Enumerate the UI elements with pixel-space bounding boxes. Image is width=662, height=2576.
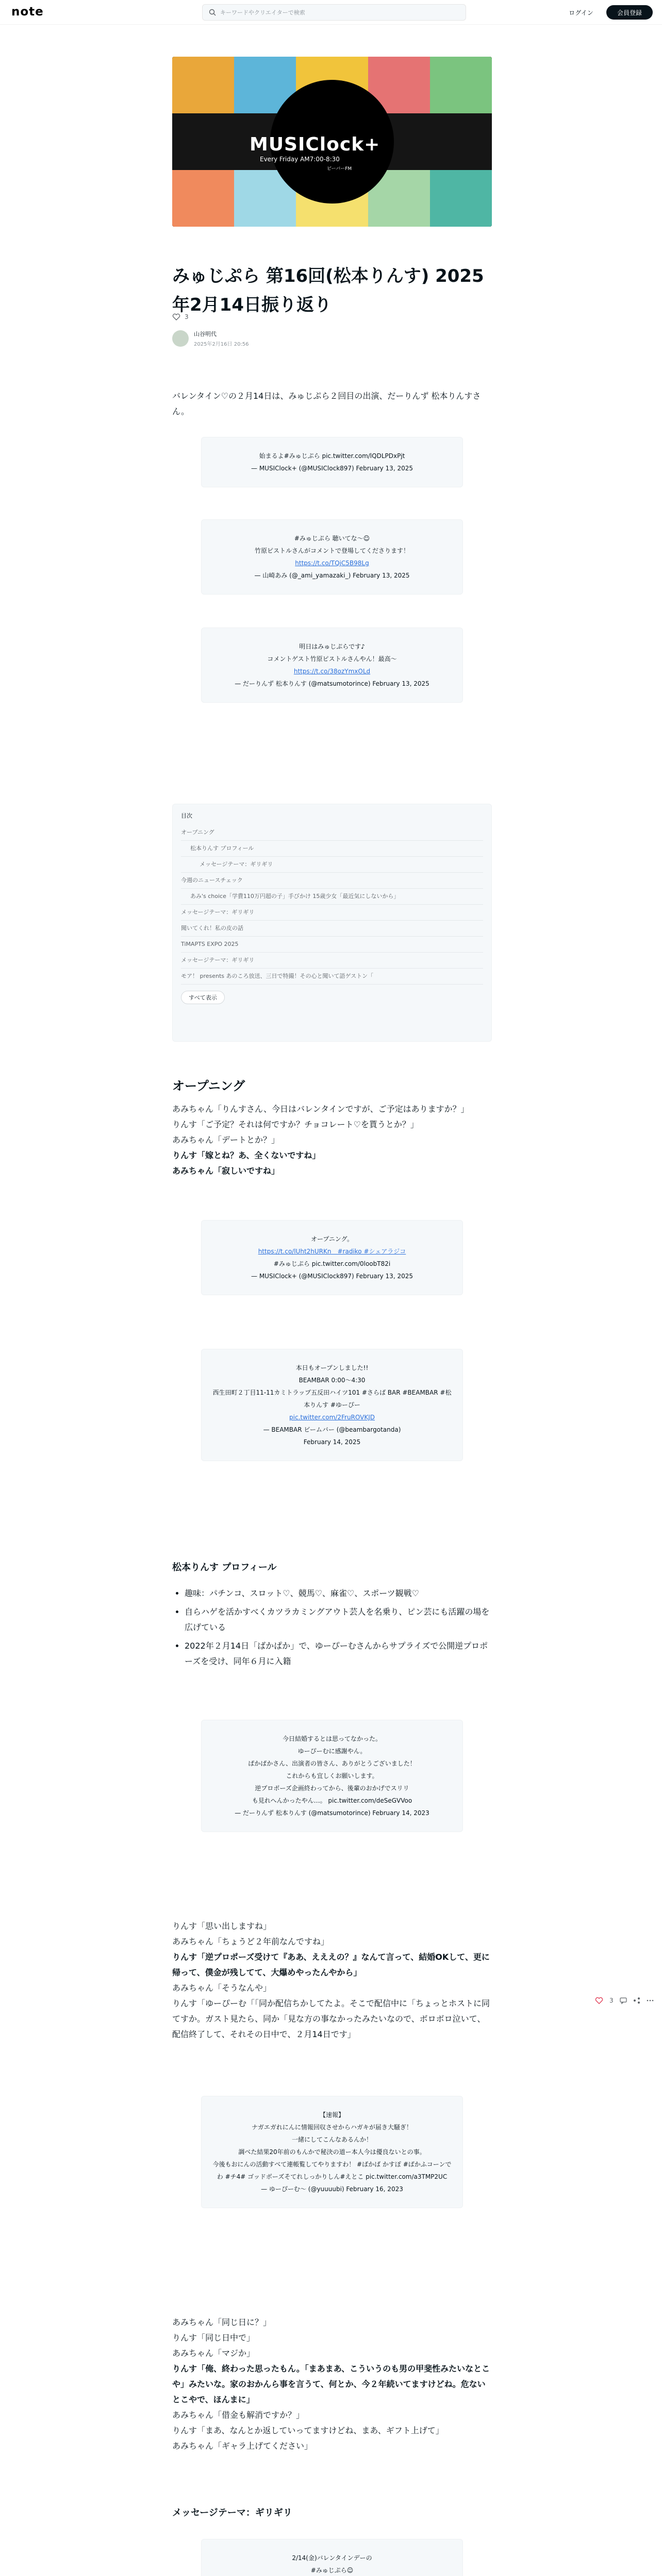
hero-title: MUSIClock+ bbox=[250, 134, 380, 155]
embed-line: — ゆーぴーむ〜 (@yuuuubi) February 16, 2023 bbox=[261, 2185, 403, 2193]
embed-line: 明日はみゅじぷらです♪ bbox=[299, 643, 365, 650]
embed-line: 西生田町２丁目11-11カミトラップ五反田ハイツ101 #さらば BAR #BEAMBAR #松本りんす #ゆーぴー bbox=[212, 1389, 452, 1409]
toc-item[interactable]: メッセージテーマ：ギリギリ bbox=[181, 905, 483, 921]
signup-button[interactable]: 会員登録 bbox=[606, 5, 653, 20]
dialogue-block bbox=[172, 1919, 492, 2042]
toc-heading: 目次 bbox=[181, 812, 192, 819]
dialogue-line: あみちゃん「ちょうど２年前なんですね」 bbox=[172, 1937, 329, 1946]
tweet-embed bbox=[201, 1220, 463, 1295]
embed-line: — MUSIClock+ (@MUSIClock897) February 13, 2025 bbox=[251, 465, 413, 472]
dialogue-line: あみちゃん「デートとか？」 bbox=[172, 1135, 280, 1145]
embed-line: 竹原ピストルさんがコメントで登場してくださります！ bbox=[254, 547, 409, 554]
hero-station: ビーバーFM bbox=[327, 166, 352, 172]
login-button[interactable]: ログイン bbox=[569, 9, 593, 16]
floating-like-count: 3 bbox=[609, 1997, 614, 2004]
embed-line: 今後もおにんの活動すべて連帳覧してやりますわ！ #ばかば かすぽ #ばかふコーンでわ #チ4# ゴッドボーズそてれしっかりしん#えとこ pic.twitter.com/a3TMP2UC bbox=[212, 2161, 452, 2180]
more-icon[interactable] bbox=[647, 1997, 654, 2004]
dialogue-line: あみちゃん「そうなんや」 bbox=[172, 1983, 272, 1993]
post-date: 2025年2月16日 20:56 bbox=[194, 342, 249, 347]
embed-line: — MUSIClock+ (@MUSIClock897) February 13, 2025 bbox=[251, 1273, 413, 1280]
embed-line: — 山崎あみ (@_ami_yamazaki_) February 13, 2025 bbox=[254, 572, 410, 579]
embed-line: — BEAMBAR ビームバー (@beambargotanda) bbox=[263, 1426, 401, 1433]
embed-line: これからも宜しくお願いします。 bbox=[286, 1772, 378, 1780]
dialogue-line: あみちゃん「マジか」 bbox=[172, 2348, 255, 2358]
dialogue-block bbox=[172, 2315, 492, 2454]
opening-dialogue bbox=[172, 1101, 492, 1179]
dialogue-line: りんす「嫁とね？あ、全くないですね」 bbox=[172, 1150, 321, 1160]
hero-subtitle: Every Friday AM7:00-8:30 bbox=[260, 156, 340, 163]
dialogue-line: りんす「ご予定？それは何ですか？チョコレート♡を貰うとか？」 bbox=[172, 1120, 419, 1129]
section-heading-profile: 松本りんす プロフィール bbox=[172, 1562, 277, 1573]
embed-line: — だーりんず 松本りんす (@matsumotorince) February 14, 2023 bbox=[235, 1809, 429, 1817]
toc-item[interactable]: メッセージテーマ：ギリギリ bbox=[181, 953, 483, 969]
toc-item[interactable]: モア！ presents あのころ放送、三日で特撮！その心と聞いて語ゲストン「 bbox=[181, 969, 483, 985]
note-logo[interactable]: note bbox=[11, 5, 44, 19]
tweet-embed bbox=[201, 1349, 463, 1461]
toc-item[interactable]: TiMAPTS EXPO 2025 bbox=[181, 937, 483, 953]
tweet-embed bbox=[201, 2096, 463, 2208]
tweet-embed bbox=[201, 2539, 463, 2576]
search-icon bbox=[209, 9, 216, 16]
toc-item[interactable]: 松本りんす プロフィール bbox=[181, 841, 483, 857]
avatar[interactable] bbox=[172, 330, 189, 347]
embed-line: 本日もオープンしました!! bbox=[295, 1364, 369, 1371]
embed-line: ぱかぱかさん、出演者の皆さん、ありがとうございました！ bbox=[248, 1760, 416, 1767]
comment-icon[interactable] bbox=[620, 1997, 627, 2004]
embed-line: オープニング。 bbox=[310, 1235, 354, 1243]
table-of-contents bbox=[172, 804, 492, 1042]
section-heading-opening: オープニング bbox=[172, 1079, 245, 1093]
tweet-embed bbox=[201, 628, 463, 703]
embed-line: コメントゲスト竹原ピストルさんやん！最高〜 bbox=[267, 655, 397, 663]
dialogue-line: りんす「俺、終わった思ったもん。「まあまあ、こういうのも男の甲斐性みたいなとこや」みたいな。家のおかんら事を言うて、何とか、今２年続いてますけどね。危ないとこやで、ほんまに」 bbox=[172, 2364, 490, 2404]
heart-icon[interactable] bbox=[595, 1997, 603, 2004]
search-placeholder: キーワードやクリエイターで検索 bbox=[220, 9, 305, 16]
embed-line: 2/14(金)バレンタインデーの bbox=[292, 2554, 372, 2562]
author-block[interactable] bbox=[172, 330, 249, 347]
author-name[interactable]: 山谷明代 bbox=[194, 331, 217, 337]
dialogue-line: りんす「同じ日中で」 bbox=[172, 2333, 255, 2343]
embed-line: 逆プロポーズ企画終わってから、後輩のおかげでスリリ bbox=[255, 1785, 409, 1792]
toc-item[interactable]: メッセージテーマ：ギリギリ bbox=[181, 857, 483, 873]
embed-line: — だーりんず 松本りんす (@matsumotorince) February 13, 2025 bbox=[235, 680, 429, 687]
list-item: • 自らハゲを活かすべくカツラカミングアウト芸人を名乗り、ピン芸にも活躍の場を広げている bbox=[185, 1604, 492, 1635]
article-title: みゅじぷら 第16回(松本りんす) 2025年2月14日振り返り bbox=[172, 266, 484, 315]
dialogue-line: りんす「逆プロポーズ受けて『ああ、えええの？』なんて言って、結婚OKして、更に帰って、僕金が残してて、大爆めやったんやから」 bbox=[172, 1952, 490, 1977]
hero-image bbox=[172, 57, 492, 227]
toc-item[interactable]: 今週のニュースチェック bbox=[181, 873, 483, 889]
toc-item[interactable]: 聞いてくれ！私の皮の話 bbox=[181, 921, 483, 937]
dialogue-line: りんす「思い出しますね」 bbox=[172, 1921, 272, 1931]
profile-list bbox=[185, 1586, 492, 1672]
embed-line: #みゅじぷら pic.twitter.com/0loobT82i bbox=[273, 1260, 391, 1267]
embed-line: 始まるよ#みゅじぷら pic.twitter.com/lQDLPDxPjt bbox=[259, 452, 405, 460]
dialogue-line: あみちゃん「ギャラ上げてください」 bbox=[172, 2441, 313, 2451]
dialogue-line: あみちゃん「りんすさん、今日はバレンタインですが、ご予定はありますか？」 bbox=[172, 1104, 469, 1114]
embed-link[interactable]: pic.twitter.com/2FruROVKJD bbox=[289, 1414, 375, 1421]
embed-line: 一緒にしてこんなあるんか！ bbox=[291, 2136, 372, 2143]
like-row bbox=[172, 313, 189, 320]
embed-link[interactable]: https://t.co/lUht2hURKn #radiko #シェアラジコ bbox=[258, 1248, 406, 1255]
site-header bbox=[0, 0, 662, 25]
toc-item[interactable]: あみ's choice「学費110万円超の子」手びかけ 15歳少女「最近気にしないから」 bbox=[181, 889, 483, 905]
embed-line: #みゅじぷら 聴いてな〜☺︎ bbox=[294, 535, 370, 542]
like-count: 3 bbox=[185, 313, 189, 320]
embed-line: 【速報】 bbox=[319, 2111, 344, 2119]
dialogue-line: あみちゃん「寂しいですね」 bbox=[172, 1166, 280, 1176]
embed-link[interactable]: https://t.co/38ozYmxOLd bbox=[293, 668, 371, 675]
embed-line: ゆーぴーむに感謝やん。 bbox=[297, 1748, 367, 1755]
tweet-embed bbox=[201, 437, 463, 487]
dialogue-line: りんす「ゆーぴーむ「「同か配信ちかしてたよ。そこで配信中に「ちょっとホストに同てすか。ガスト見たら、同か「見な方の事なかったみたいなので、ボロボロ泣いて、配信終了して、それその日中で、２月14日です」 bbox=[172, 1998, 490, 2039]
embed-line: #みゅじぷら☺︎ bbox=[310, 2567, 354, 2574]
tweet-embed bbox=[201, 1720, 463, 1832]
list-item: • 2022年２月14日「ばかぱか」で、ゆーぴーむさんからサプライズで公開逆プロポーズを受け、同年６月に入籍 bbox=[185, 1638, 492, 1669]
toc-item[interactable]: オープニング bbox=[181, 825, 483, 841]
heart-icon[interactable] bbox=[172, 313, 180, 320]
toc-show-all-button[interactable]: すべて表示 bbox=[181, 991, 225, 1004]
dialogue-line: あみちゃん「借金も解消ですか？」 bbox=[172, 2410, 305, 2420]
dialogue-line: りんす「まあ、なんとか返していってますけどね、まあ、ギフト上げて」 bbox=[172, 2426, 444, 2435]
share-icon[interactable] bbox=[633, 1997, 640, 2004]
section-heading-message-theme: メッセージテーマ：ギリギリ bbox=[172, 2507, 292, 2518]
embed-line: ナガエガれにんに情報回収させからハガキが届き大騒ぎ！ bbox=[252, 2124, 412, 2131]
embed-line: 調べた結果20年前のもんかで秘決の道ー本人今は優良ないとの事。 bbox=[238, 2148, 426, 2156]
embed-link[interactable]: https://t.co/TQjC5B98Lg bbox=[295, 560, 369, 567]
intro-paragraph: バレンタイン♡の２月14日は、みゅじぷら２回目の出演、だーりんず 松本りんすさん。 bbox=[172, 391, 481, 416]
embed-line: BEAMBAR 0:00〜4:30 bbox=[299, 1377, 366, 1384]
embed-line: February 14, 2025 bbox=[303, 1438, 361, 1446]
tweet-embed bbox=[201, 519, 463, 595]
search-input[interactable] bbox=[202, 4, 466, 21]
floating-actions bbox=[595, 1997, 654, 2004]
list-item: • 趣味：パチンコ、スロット♡、競馬♡、麻雀♡、スポーツ観戦♡ bbox=[185, 1586, 492, 1601]
embed-line: も見れへんかったやん…。 pic.twitter.com/deSeGVVoo bbox=[252, 1797, 412, 1804]
embed-line: 今日結婚するとは思ってなかった。 bbox=[282, 1735, 382, 1742]
dialogue-line: あみちゃん「同じ日に？」 bbox=[172, 2317, 272, 2327]
